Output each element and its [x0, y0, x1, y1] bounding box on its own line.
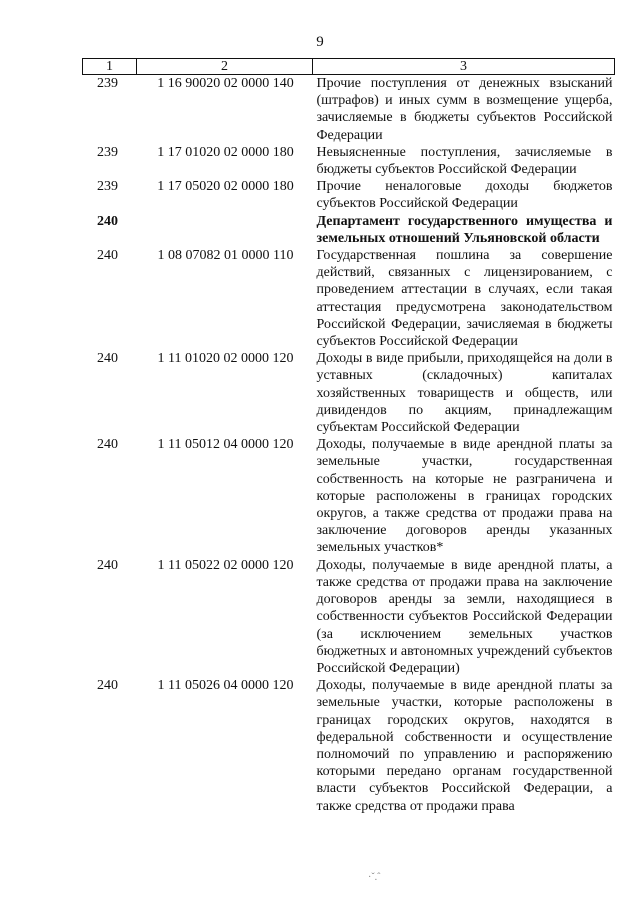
table-row	[83, 213, 615, 247]
table-row	[83, 75, 615, 144]
scan-speck: ·ˇ.ˆ	[368, 872, 381, 883]
table-row	[83, 178, 615, 212]
budget-code-cell: 1 17 01020 02 0000 180	[157, 144, 294, 160]
revenue-name-cell: Доходы, получаемые в виде арендной платы за земельные участки, государственная собственность на которые не разграничена и которые расположены в границах городских округов, а также средства от продажи права на заключение договоров аренды указанных земельных участков*	[316, 437, 613, 556]
admin-code-cell: 239	[97, 144, 118, 160]
budget-code-cell: 1 11 05012 04 0000 120	[157, 437, 294, 453]
admin-code-cell: 240	[97, 437, 118, 453]
admin-code-cell: 239	[97, 179, 118, 195]
column-header-3: 3	[313, 59, 615, 75]
table-row	[83, 350, 615, 436]
table-row	[83, 557, 615, 677]
budget-code-cell: 1 11 01020 02 0000 120	[157, 351, 294, 367]
table-header	[83, 59, 615, 75]
revenue-name-cell: Прочие поступления от денежных взысканий (штрафов) и иных сумм в возмещение ущерба, зачисляемые в бюджеты субъектов Российской Федерации	[316, 76, 613, 143]
table-row	[83, 144, 615, 178]
budget-code-cell: 1 11 05022 02 0000 120	[157, 557, 294, 573]
budget-code-cell	[137, 213, 313, 247]
table-row	[83, 247, 615, 350]
budget-code-cell: 1 16 90020 02 0000 140	[157, 76, 294, 91]
table-body	[83, 75, 615, 815]
column-header-2: 2	[137, 59, 313, 75]
admin-code-cell: 240	[97, 351, 118, 367]
budget-code-cell: 1 17 05020 02 0000 180	[157, 179, 294, 195]
budget-code-cell: 1 11 05026 04 0000 120	[157, 678, 294, 694]
page-number: 9	[316, 34, 324, 50]
table-row	[83, 436, 615, 556]
admin-code-cell: 240	[97, 213, 118, 229]
admin-code-cell: 240	[97, 557, 118, 573]
revenue-name-cell: Прочие неналоговые доходы бюджетов субъектов Российской Федерации	[316, 179, 613, 212]
table-row	[83, 677, 615, 815]
revenue-name-cell: Государственная пошлина за совершение действий, связанных с лицензированием, с проведением аттестации в случаях, если такая аттестация предусмотрена законодательством Российской Федерации, зачисляемая в бюджеты субъектов Российской Федерации	[316, 248, 613, 350]
revenue-name-cell: Невыясненные поступления, зачисляемые в бюджеты субъектов Российской Федерации	[316, 144, 613, 178]
revenue-name-cell: Доходы, получаемые в виде арендной платы, а также средства от продажи права на заключение договоров аренды за земли, находящиеся в собственности субъектов Российской Федерации (за исключением земельных участков бюджетных и автономных учреждений субъектов Российской Федерации)	[316, 557, 613, 676]
admin-code-cell: 240	[97, 248, 118, 264]
admin-code-cell: 240	[97, 678, 118, 694]
revenue-name-cell: Департамент государственного имущества и земельных отношений Ульяновской области	[316, 213, 613, 246]
revenue-name-cell: Доходы в виде прибыли, приходящейся на доли в уставных (складочных) капиталах хозяйственных товариществ и обществ, или дивидендов по акциям, принадлежащим субъектам Российской Федерации	[316, 351, 613, 436]
column-header-1: 1	[83, 59, 137, 75]
revenue-name-cell: Доходы, получаемые в виде арендной платы за земельные участки, которые расположены в границах городских округов, находятся в федеральной собственности и осуществление полномочий по управлению и распоряжению которыми передано органам государственной власти субъектов Российской Федерации, а также средства от продажи права	[316, 678, 613, 814]
revenue-table	[82, 58, 615, 815]
admin-code-cell: 239	[97, 76, 118, 91]
budget-code-cell: 1 08 07082 01 0000 110	[157, 248, 294, 264]
